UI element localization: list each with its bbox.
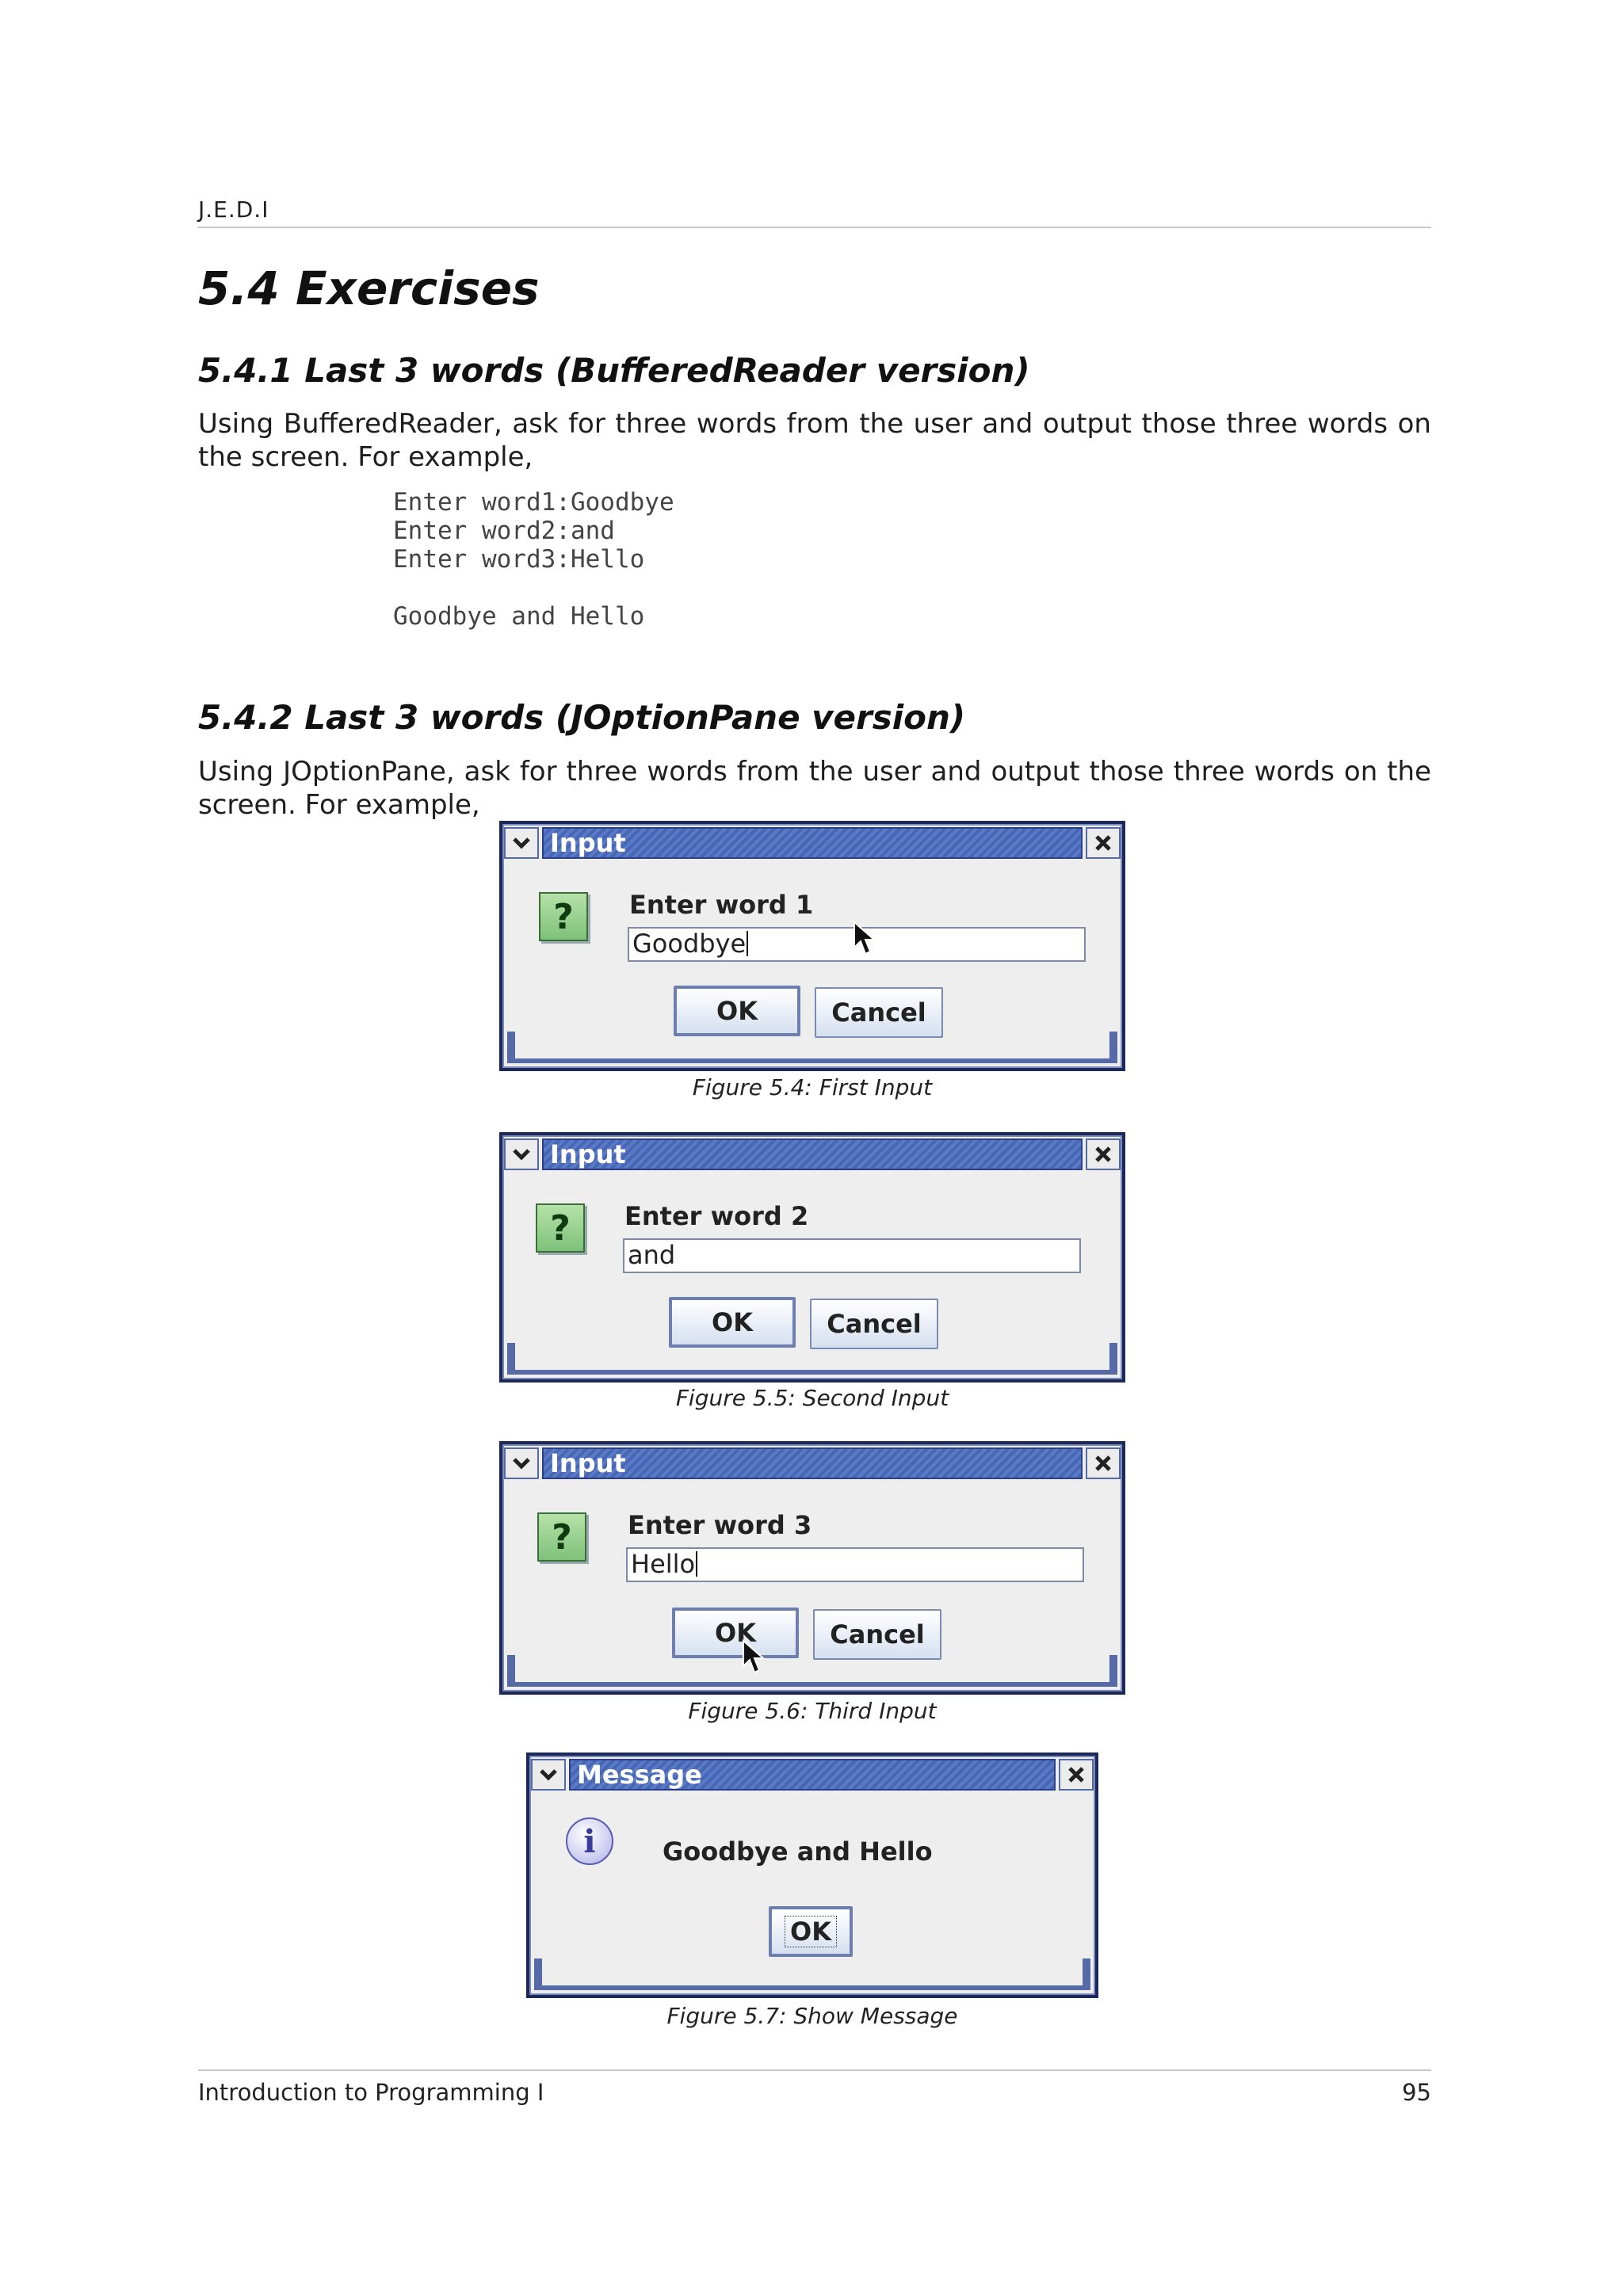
input-value: and	[628, 1240, 676, 1270]
close-icon[interactable]	[1086, 1447, 1121, 1479]
title-bar	[504, 826, 1121, 860]
dialog-corner	[1109, 1655, 1117, 1687]
dialog-prompt: Enter word 1	[629, 890, 814, 920]
header-rule	[198, 227, 1431, 228]
running-header: J.E.D.I	[198, 196, 269, 223]
cancel-button[interactable]: Cancel	[815, 987, 943, 1038]
input-dialog-2	[499, 1132, 1125, 1383]
page-number: 95	[1402, 2079, 1431, 2106]
dialog-title: Input	[542, 827, 1083, 859]
figure-caption: Figure 5.6: Third Input	[688, 1698, 937, 1724]
chevron-down-icon[interactable]	[504, 1447, 539, 1479]
title-bar	[504, 1137, 1121, 1172]
code-line: Goodbye and Hello	[393, 602, 645, 631]
section-title: 5.4 Exercises	[198, 261, 540, 315]
chevron-down-icon[interactable]	[531, 1759, 566, 1791]
footer-title: Introduction to Programming I	[198, 2079, 544, 2106]
cancel-button[interactable]: Cancel	[813, 1609, 941, 1660]
footer-rule	[198, 2069, 1431, 2071]
code-line: Enter word1:Goodbye	[393, 488, 674, 517]
dialog-prompt: Enter word 3	[628, 1510, 812, 1540]
input-value: Hello	[631, 1549, 696, 1579]
figure-caption: Figure 5.4: First Input	[692, 1074, 933, 1100]
dialog-border	[507, 1682, 1117, 1687]
input-dialog-3	[499, 1441, 1125, 1695]
ok-label: OK	[785, 1916, 837, 1947]
exercise-1-body: Using BufferedReader, ask for three words from the user and output those three words on the screen. For example,	[198, 408, 1431, 473]
dialog-corner	[507, 1032, 515, 1063]
dialog-border	[507, 1058, 1117, 1063]
text-caret	[747, 931, 748, 956]
ok-button[interactable]: OK	[672, 1608, 799, 1658]
close-icon[interactable]	[1059, 1759, 1094, 1791]
dialog-corner	[1083, 1958, 1090, 1990]
dialog-corner	[534, 1958, 542, 1990]
chevron-down-icon[interactable]	[504, 1138, 539, 1170]
input-dialog-1	[499, 821, 1125, 1071]
exercise-1-title: 5.4.1 Last 3 words (BufferedReader version)	[198, 351, 1030, 390]
input-value: Goodbye	[632, 929, 747, 959]
ok-button[interactable]	[769, 1906, 853, 1957]
ok-button[interactable]: OK	[669, 1297, 796, 1348]
message-dialog	[526, 1753, 1098, 1998]
message-text: Goodbye and Hello	[663, 1836, 933, 1867]
text-caret	[696, 1551, 697, 1577]
dialog-title: Message	[569, 1759, 1056, 1791]
mouse-pointer-icon	[853, 921, 878, 959]
title-bar	[531, 1757, 1094, 1792]
dialog-title: Input	[542, 1447, 1083, 1479]
cancel-button[interactable]: Cancel	[810, 1299, 938, 1349]
dialog-corner	[507, 1655, 515, 1687]
ok-button[interactable]: OK	[674, 986, 800, 1036]
dialog-title: Input	[542, 1138, 1083, 1170]
title-bar	[504, 1446, 1121, 1481]
exercise-2-body: Using JOptionPane, ask for three words from the user and output those three words on the screen. For example,	[198, 756, 1431, 821]
figure-caption: Figure 5.7: Show Message	[666, 2003, 958, 2029]
dialog-corner	[507, 1343, 515, 1375]
mouse-pointer-icon	[742, 1639, 767, 1677]
word-input[interactable]	[623, 1238, 1081, 1273]
dialog-corner	[1109, 1343, 1117, 1375]
code-line: Enter word3:Hello	[393, 545, 645, 574]
exercise-2-title: 5.4.2 Last 3 words (JOptionPane version)	[198, 698, 966, 737]
info-icon: i	[566, 1817, 613, 1865]
dialog-prompt: Enter word 2	[624, 1201, 809, 1231]
dialog-border	[507, 1370, 1117, 1375]
question-icon: ?	[536, 1203, 585, 1253]
question-icon: ?	[537, 1512, 586, 1562]
question-icon: ?	[539, 892, 588, 941]
chevron-down-icon[interactable]	[504, 827, 539, 859]
word-input[interactable]	[626, 1547, 1084, 1582]
figure-caption: Figure 5.5: Second Input	[675, 1385, 949, 1411]
close-icon[interactable]	[1086, 1138, 1121, 1170]
close-icon[interactable]	[1086, 827, 1121, 859]
dialog-corner	[1109, 1032, 1117, 1063]
exercise-1-code	[393, 488, 674, 631]
code-line: Enter word2:and	[393, 517, 615, 545]
dialog-border	[534, 1985, 1090, 1990]
